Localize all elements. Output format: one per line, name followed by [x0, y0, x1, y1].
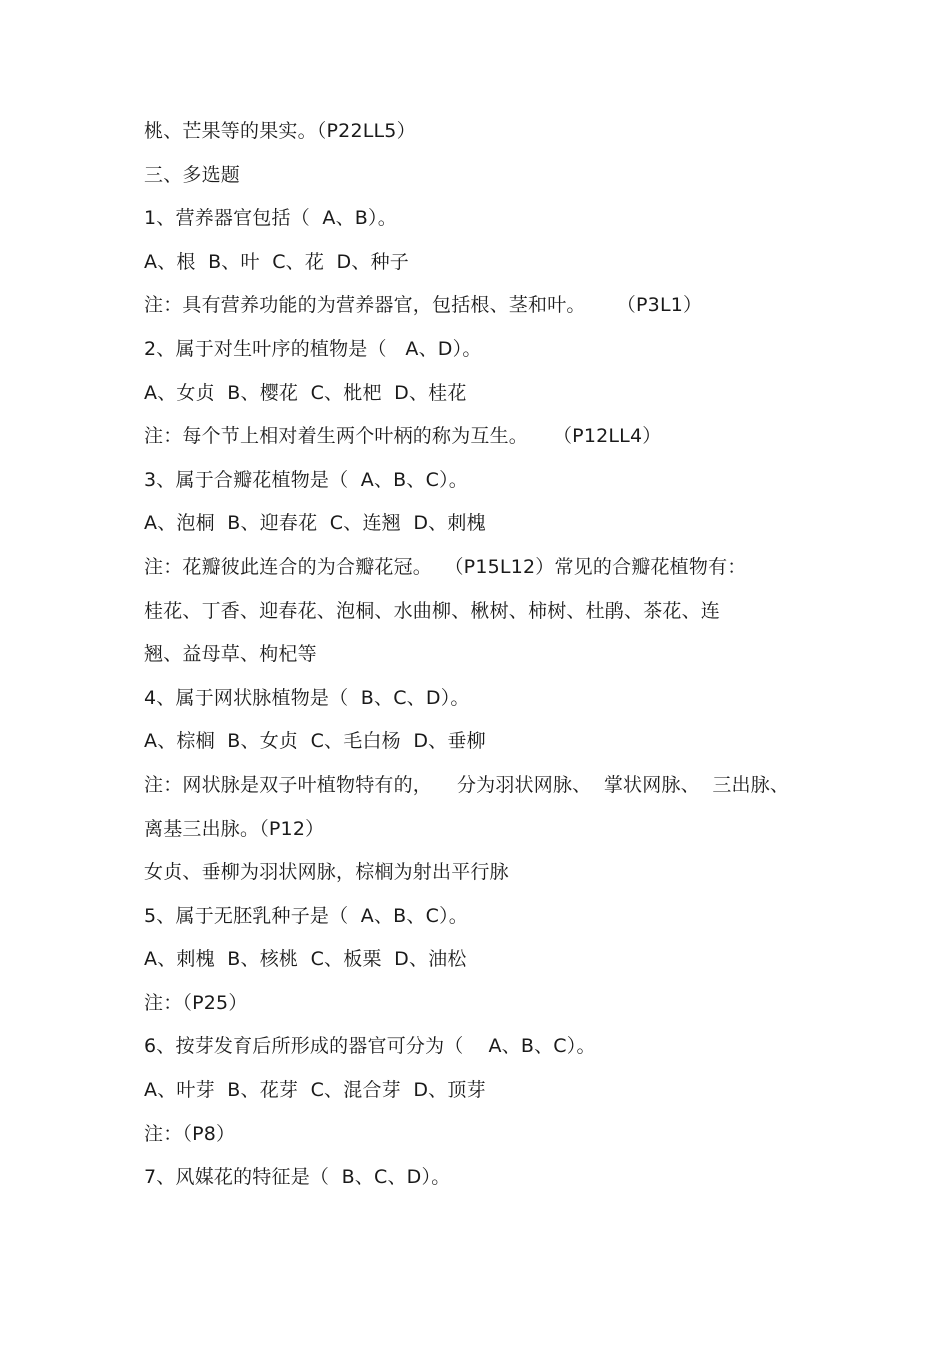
question-3-note-cont: 翘、益母草、枸杞等: [144, 643, 317, 666]
question-3: 3、属于合瓣花植物是（ A、B、C）。: [144, 468, 468, 491]
question-4-note-cont: 离基三出脉。（P12）: [144, 817, 325, 840]
question-6: 6、按芽发育后所形成的器官可分为（ A、B、C）。: [144, 1035, 596, 1058]
question-6-options: A、叶芽 B、花芽 C、混合芽 D、顶芽: [144, 1079, 486, 1102]
question-7: 7、风媒花的特征是（ B、C、D）。: [144, 1166, 451, 1189]
document-body: [144, 110, 824, 1200]
question-3-note-cont: 桂花、丁香、迎春花、泡桐、水曲柳、楸树、柿树、杜鹃、茶花、连: [144, 599, 721, 622]
question-5-note: 注：（P25）: [144, 991, 248, 1014]
question-5: 5、属于无胚乳种子是（ A、B、C）。: [144, 904, 468, 927]
question-3-note: 注：花瓣彼此连合的为合瓣花冠。 （P15L12）常见的合瓣花植物有：: [144, 555, 747, 578]
question-5-options: A、刺槐 B、核桃 C、板栗 D、油松: [144, 948, 467, 971]
question-4-options: A、棕榈 B、女贞 C、毛白杨 D、垂柳: [144, 730, 486, 753]
question-3-options: A、泡桐 B、迎春花 C、连翘 D、刺槐: [144, 512, 486, 535]
question-4: 4、属于网状脉植物是（ B、C、D）。: [144, 686, 470, 709]
question-6-note: 注：（P8）: [144, 1122, 236, 1145]
section-heading: 三、多选题: [144, 163, 241, 186]
question-1-options: A、根 B、叶 C、花 D、种子: [144, 250, 409, 273]
text-line: 桃、芒果等的果实。（P22LL5）: [144, 120, 416, 142]
question-1: 1、营养器官包括（ A、B）。: [144, 207, 397, 230]
question-2-options: A、女贞 B、樱花 C、枇杷 D、桂花: [144, 381, 467, 404]
question-1-note: 注：具有营养功能的为营养器官，包括根、茎和叶。 （P3L1）: [144, 294, 703, 317]
question-2-note: 注：每个节上相对着生两个叶柄的称为互生。 （P12LL4）: [144, 425, 662, 448]
question-4-note: 注：网状脉是双子叶植物特有的， 分为羽状网脉、 掌状网脉、 三出脉、: [144, 773, 790, 796]
question-4-note-cont: 女贞、垂柳为羽状网脉，棕榈为射出平行脉: [144, 861, 509, 884]
question-2: 2、属于对生叶序的植物是（ A、D）。: [144, 337, 482, 360]
